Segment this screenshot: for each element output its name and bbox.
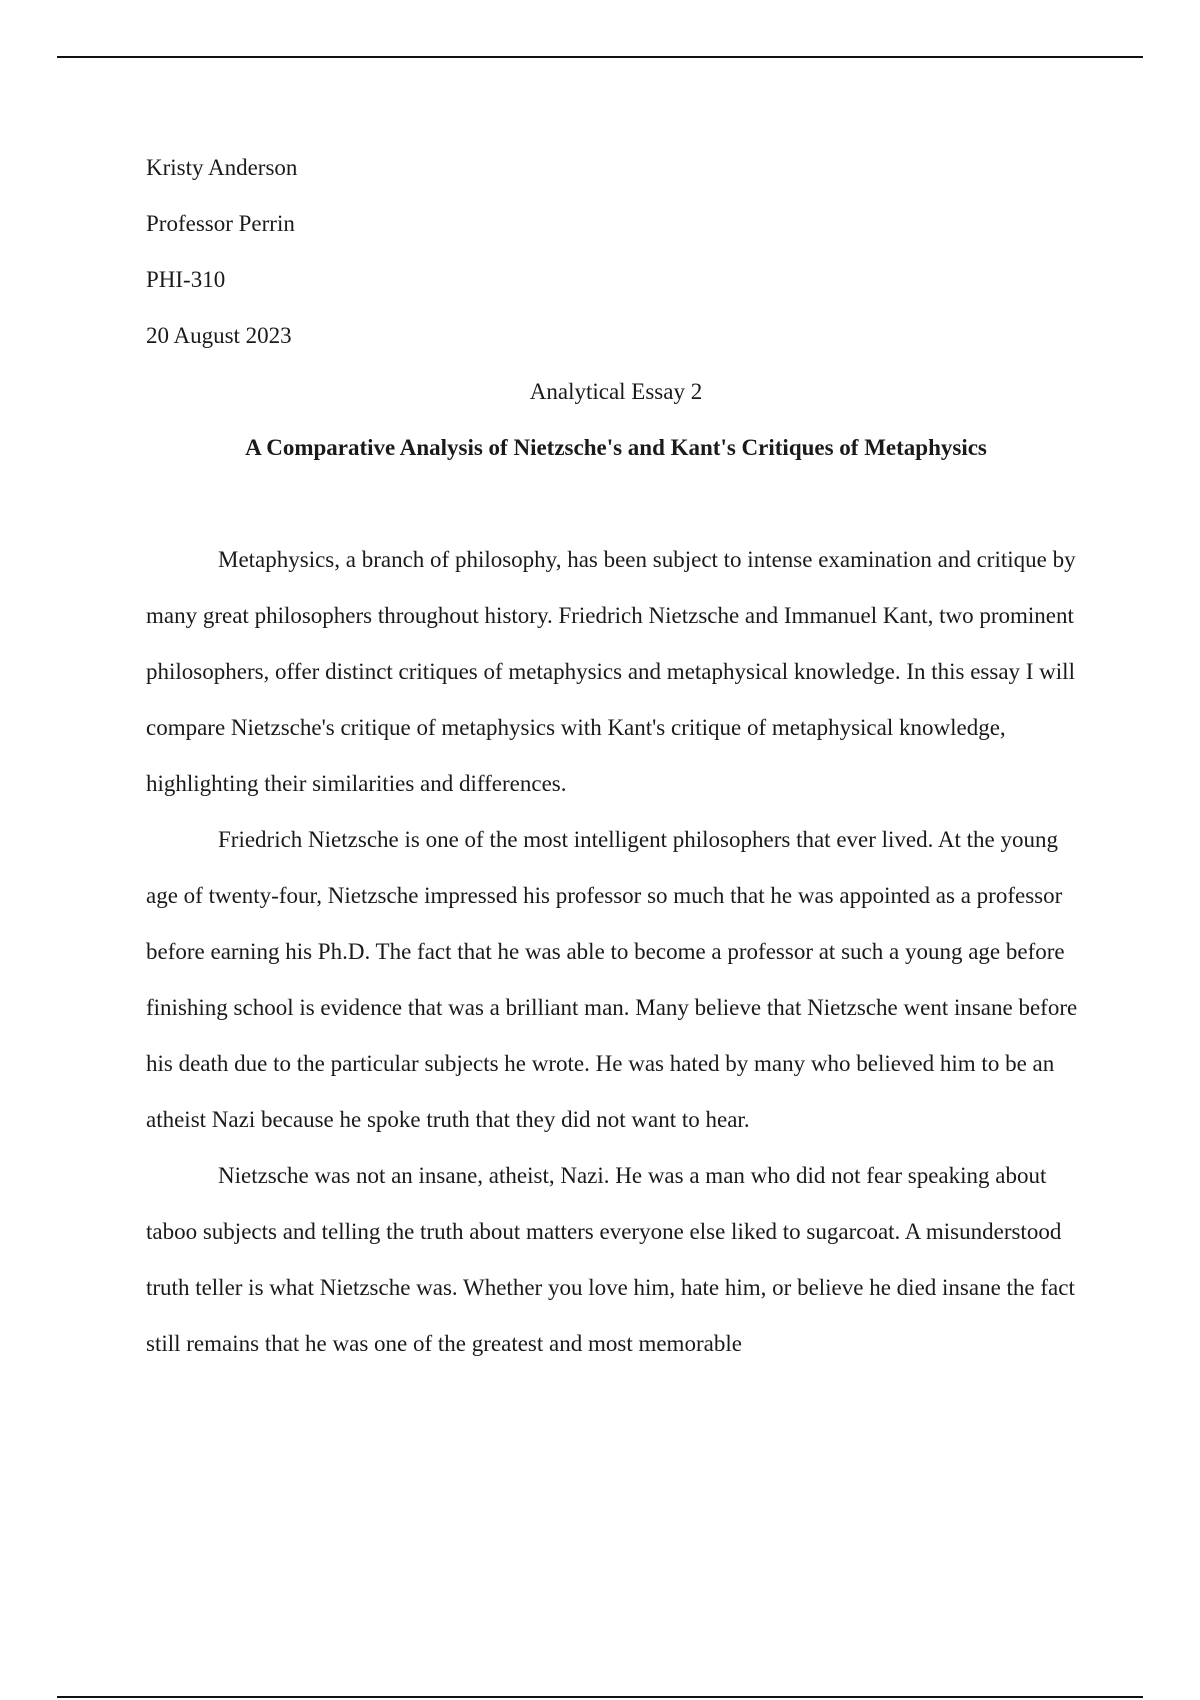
instructor-name: Professor Perrin (146, 211, 295, 236)
document-title: A Comparative Analysis of Nietzsche's and Kant's Critiques of Metaphysics (245, 435, 987, 460)
document-page (146, 140, 1086, 1372)
bottom-rule (57, 1696, 1143, 1698)
body-paragraph-2: Friedrich Nietzsche is one of the most intelligent philosophers that ever lived. At the young age of twenty-four, Nietzsche impressed his professor so much that he was appointed as a professor before earning his Ph.D. The fact that he was able to become a professor at such a young age before finishing school is evidence that was a brilliant man. Many believe that Nietzsche went insane before his death due to the particular subjects he wrote. He was hated by many who believed him to be an atheist Nazi because he spoke truth that they did not want to hear. (146, 827, 1078, 1132)
author-name: Kristy Anderson (146, 155, 298, 180)
top-rule (57, 56, 1143, 58)
essay-date: 20 August 2023 (146, 323, 292, 348)
body-paragraph-3: Nietzsche was not an insane, atheist, Nazi. He was a man who did not fear speaking about taboo subjects and telling the truth about matters everyone else liked to sugarcoat. A misunderstood truth teller is what Nietzsche was. Whether you love him, hate him, or believe he died insane the fact still remains that he was one of the greatest and most memorable (146, 1163, 1075, 1356)
document-label: Analytical Essay 2 (529, 379, 703, 404)
course-code: PHI-310 (146, 267, 226, 292)
title-spacer (146, 476, 1086, 532)
body-paragraph-1: Metaphysics, a branch of philosophy, has been subject to intense examination and critique by many great philosophers throughout history. Friedrich Nietzsche and Immanuel Kant, two prominent philosophers, offer distinct critiques of metaphysics and metaphysical knowledge. In this essay I will compare Nietzsche's critique of metaphysics with Kant's critique of metaphysical knowledge, highlighting their similarities and differences. (146, 547, 1076, 796)
